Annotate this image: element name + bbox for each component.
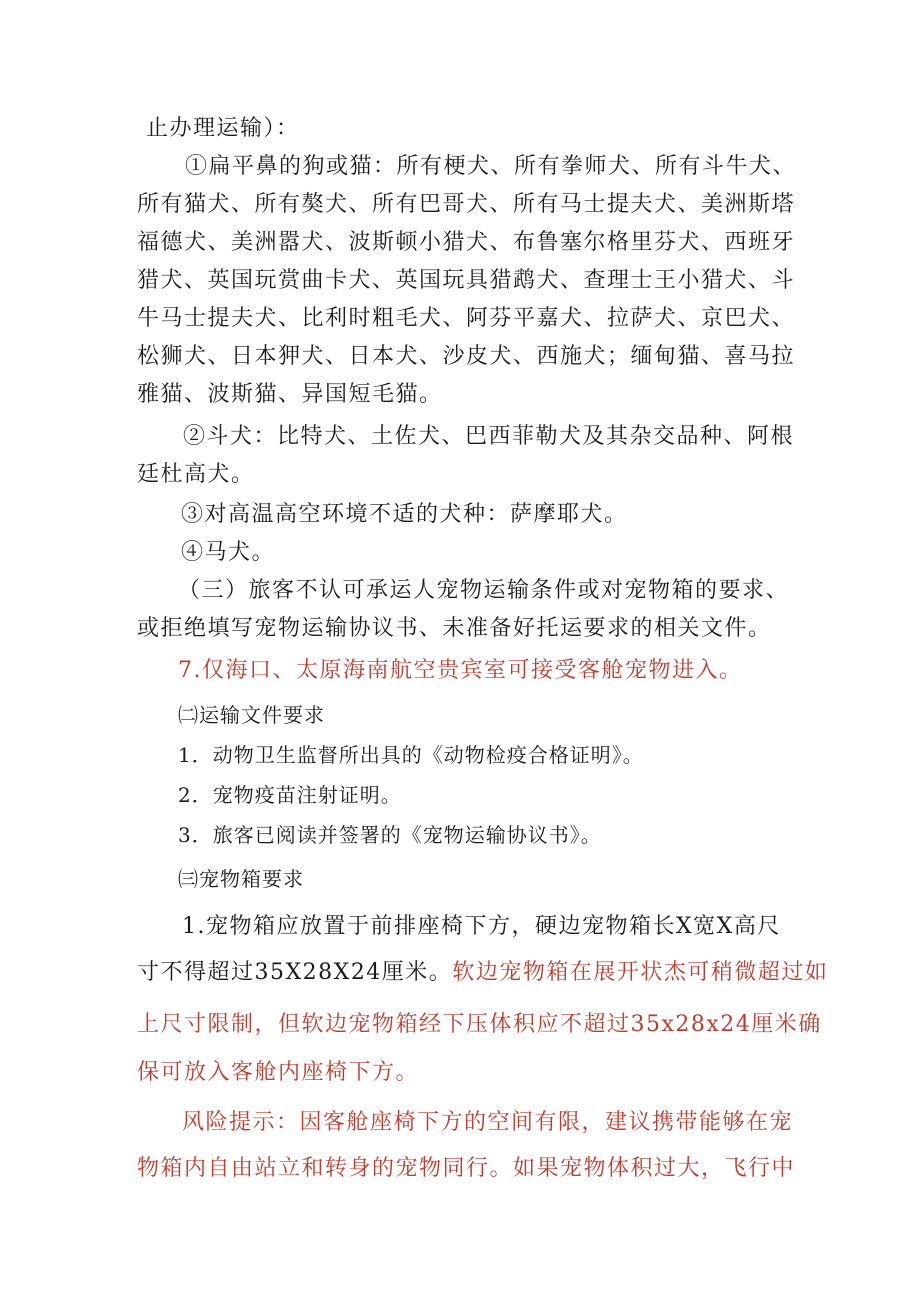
box-requirement-line (137, 958, 828, 988)
risk-warning-line: 物箱内自由站立和转身的宠物同行。如果宠物体积过大，飞行中 (137, 1156, 796, 1181)
box-size-limit: 寸不得超过35X28X24厘米。 (137, 960, 453, 985)
note-7: 7.仅海口、太原海南航空贵宾室可接受客舱宠物进入。 (178, 658, 743, 683)
item1-line: 牛马士提夫犬、比利时粗毛犬、阿芬平嘉犬、拉萨犬、京巴犬、 (137, 306, 796, 331)
item1-line: 福德犬、美洲嚣犬、波斯顿小猎犬、布鲁塞尔格里芬犬、西班牙 (137, 230, 796, 255)
section2-title: ㈡运输文件要求 (178, 703, 325, 727)
item1-line: 猎犬、英国玩赏曲卡犬、英国玩具猎鹉犬、查理士王小猎犬、斗 (137, 268, 796, 293)
item2-line: 廷杜高犬。 (137, 462, 255, 487)
doc-requirement-3: 3．旅客已阅读并签署的《宠物运输协议书》。 (178, 823, 602, 847)
soft-box-note-line: 上尺寸限制，但软边宠物箱经下压体积应不超过35x28x24厘米确 (137, 1012, 822, 1037)
box-requirement-line: 1.宠物箱应放置于前排座椅下方，硬边宠物箱长X宽X高尺 (182, 914, 781, 939)
risk-warning-line: 风险提示：因客舱座椅下方的空间有限，建议携带能够在宠 (182, 1110, 794, 1135)
item1-first-line (185, 152, 796, 182)
doc-requirement-1: 1．动物卫生监督所出具的《动物检疫合格证明》。 (178, 743, 644, 767)
item1-label: ①扁平鼻的狗或猫： (185, 154, 397, 179)
item1-text: 所有梗犬、所有拳师犬、所有斗牛犬、 (396, 154, 797, 179)
continuation-text: 止办理运输）： (146, 116, 300, 141)
soft-box-note: 软边宠物箱在展开状杰可稍微超过如 (452, 960, 829, 985)
item3-text: ③对高温高空环境不适的犬种：萨摩耶犬。 (181, 502, 628, 527)
soft-box-note-line: 保可放入客舱内座椅下方。 (137, 1060, 420, 1085)
doc-requirement-2: 2．宠物疫苗注射证明。 (178, 783, 402, 807)
item1-line: 松狮犬、日本狎犬、日本犬、沙皮犬、西施犬；缅甸猫、喜马拉 (137, 344, 796, 369)
item4-text: ④马犬。 (181, 540, 276, 565)
item2-line: ②斗犬：比特犬、土佐犬、巴西菲勒犬及其杂交品种、阿根 (183, 424, 795, 449)
item-three-line: （三）旅客不认可承运人宠物运输条件或对宠物箱的要求、 (178, 578, 790, 603)
section3-title: ㈢宠物箱要求 (178, 867, 304, 891)
item1-line: 所有猫犬、所有獒犬、所有巴哥犬、所有马士提夫犬、美洲斯塔 (137, 192, 796, 217)
item-three-line: 或拒绝填写宠物运输协议书、未准备好托运要求的相关文件。 (137, 616, 772, 641)
item1-line: 雅猫、波斯猫、异国短毛猫。 (137, 382, 443, 407)
